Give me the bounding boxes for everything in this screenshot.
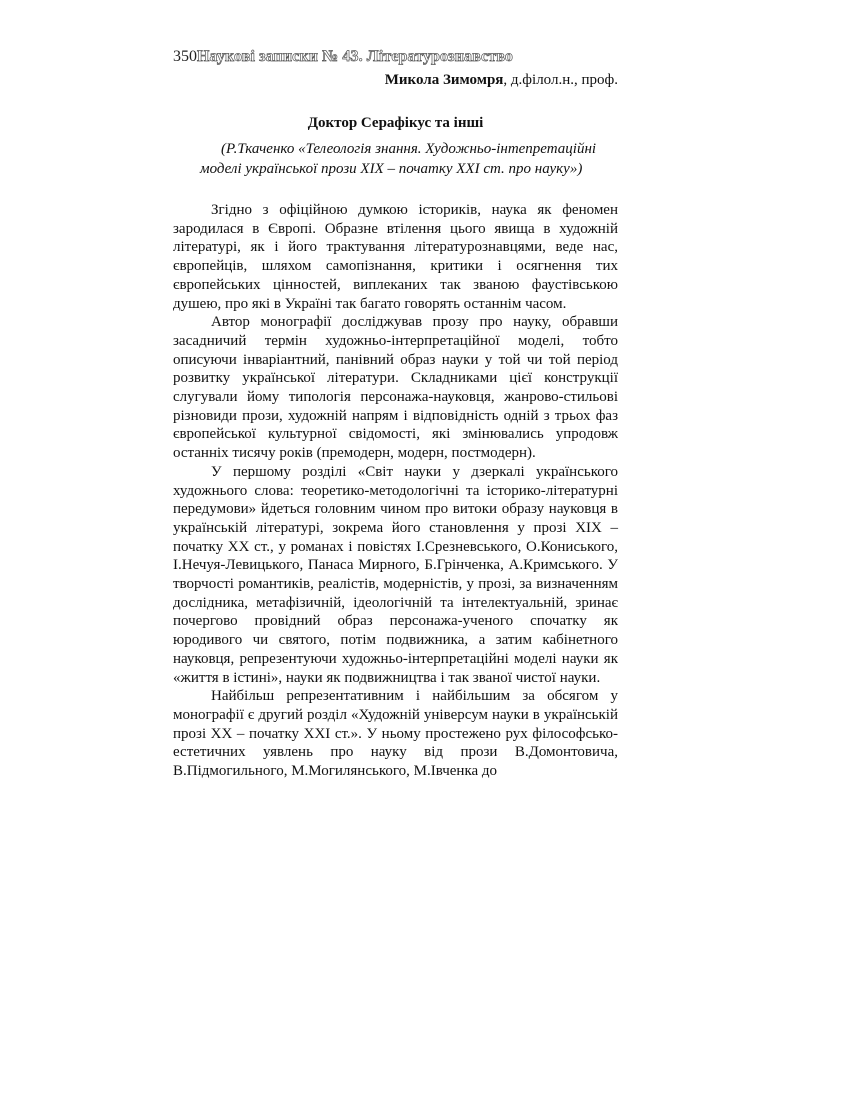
journal-title: Наукові записки № 43. Літературознавство [197,48,513,65]
subtitle-line-1: (Р.Ткаченко «Телеологія знання. Художньо-інтепретаційні [221,141,597,157]
page-number: 350 [173,48,197,65]
article-body [173,201,618,781]
body-paragraph: Згідно з офіційною думкою істориків, наука як феномен зародилася в Європі. Образне втілення цього явища в художній літературі, як і його трактування літературознавцями, веде нас, європейців, шляхом самопізнання, критики і осягнення тих європейських цінностей, виплеканих так званою фаустівською душею, про які в Україні так багато говорять останнім часом. [173,202,618,312]
subtitle-line-2: моделі української прози ХІХ – початку ХХІ ст. про науку») [200,161,583,177]
author-credentials: , д.філол.н., проф. [503,72,618,88]
author-name: Микола Зимомря [384,72,504,88]
running-header [173,47,618,67]
author-line [173,70,618,90]
article-title: Доктор Серафікус та інші [307,115,484,131]
article-subtitle [173,139,618,179]
body-paragraph: Автор монографії досліджував прозу про науку, обравши засадничий термін художньо-інтерпретаційної моделі, тобто описуючи інваріантний, панівний образ науки у той чи той період розвитку української літератури. Складниками цієї конструкції слугували йому типологія персонажа-науковця, жанрово-стильові різновиди прози, художній напрям і відповідність одній з трьох фаз європейської культурної свідомості, які змінювались упродовж останніх тисячу років (премодерн, модерн, постмодерн). [173,314,618,462]
body-paragraph: Найбільш репрезентативним і найбільшим за обсягом у монографії є другий розділ «Художній універсум науки в українській прозі ХХ – початку ХХІ ст.». У ньому простежено рух філософсько-естетичних уявлень про науку від прози В.Домонтовича, В.Підмогильного, М.Могилянського, М.Івченка до [173,688,618,780]
body-paragraph: У першому розділі «Світ науки у дзеркалі українського художнього слова: теоретико-методологічні та історико-літературні передумови» йдеться головним чином про витоки образу науковця в українській літературі, зокрема його становлення у прозі ХІХ – початку ХХ ст., у романах і повістях І.Срезневського, О.Кониського, І.Нечуя-Левицького, Панаса Мирного, Б.Грінченка, А.Кримського. У творчості романтиків, реалістів, модерністів, у прозі, за визначенням дослідника, метафізичній, ідеологічній та інтелектуальній, зринає почергово провідний образ персонажа-ученого спочатку як юродивого чи святого, потім подвижника, а затим кабінетного науковця, репрезентуючи художньо-інтерпретаційні моделі науки як «життя в істині», науки як подвижництва і так званої чистої науки. [173,463,618,686]
document-page [173,47,618,781]
